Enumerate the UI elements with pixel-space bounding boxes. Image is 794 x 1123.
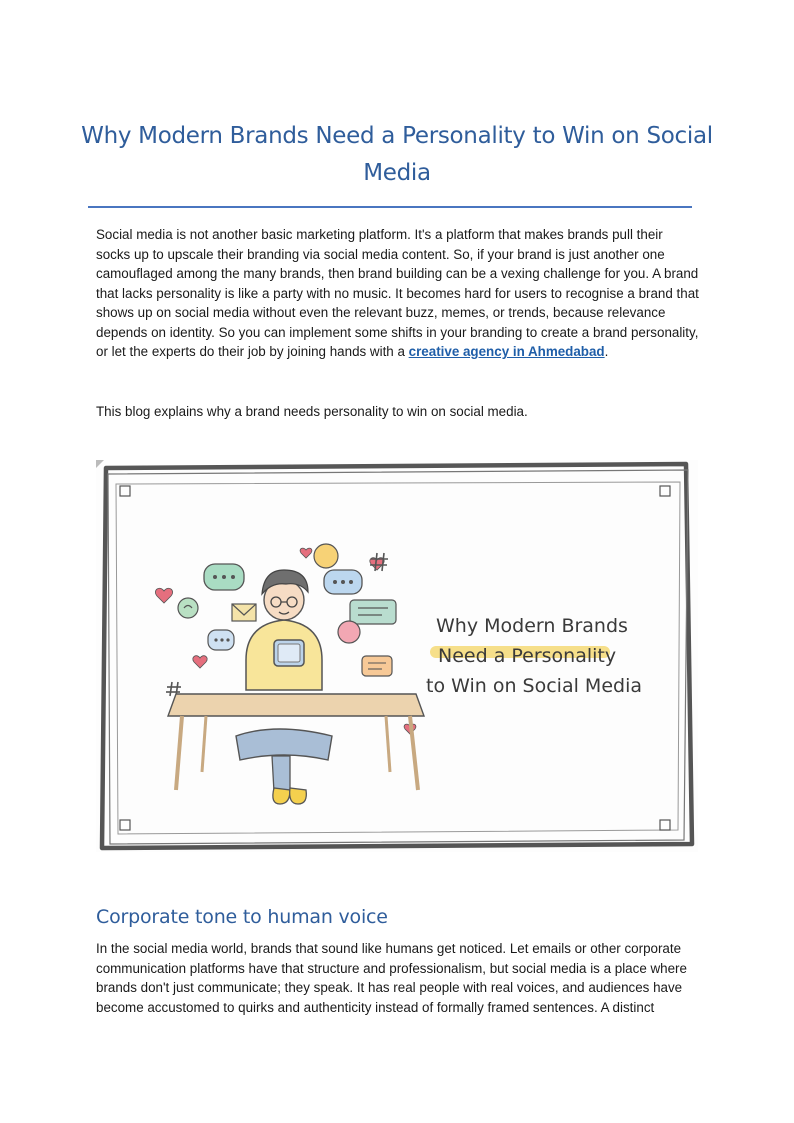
blog-summary-line: This blog explains why a brand needs personality to win on social media. [96,404,528,419]
intro-paragraph [96,225,700,362]
intro-end: . [604,344,609,359]
chat-bubble-icon [204,564,244,590]
creative-agency-link[interactable]: creative agency in Ahmedabad [408,344,605,359]
hero-text-line-3: to Win on Social Media [426,675,642,697]
chat-bubble-icon [208,630,234,650]
hero-illustration [96,460,698,852]
title-divider [88,206,692,208]
envelope-icon [232,604,256,621]
section-heading: Corporate tone to human voice [96,906,388,928]
chat-bubble-icon [324,570,362,594]
hero-illustration-svg [96,460,698,852]
intro-text: Social media is not another basic marketing platform. It's a platform that makes brands pull their socks up to upscale their branding via social media content. So, if your brand is just another one camouflaged among the many brands, then brand building can be a vexing challenge for you. A brand that lacks personality is like a party with no music. It becomes hard for users to recognise a brand that shows up on social media without even the relevant buzz, memes, or trends, because relevance depends on identity. So you can implement some shifts in your branding to create a brand personality, or let the experts do their job by joining hands with a [96,227,699,359]
message-card-icon [362,656,392,676]
hero-text-line-2: Need a Personality [438,645,617,667]
message-card-icon [350,600,396,624]
hero-text-line-1: Why Modern Brands [436,615,628,637]
page-title: Why Modern Brands Need a Personality to Win on Social Media [81,123,713,186]
section-paragraph: In the social media world, brands that sound like humans get noticed. Let emails or other corporate communication platforms have that structure and professionalism, but social media is a place where brands don't just communicate; they speak. It has real people with real voices, and audiences have become accustomed to quirks and authenticity instead of formally framed sentences. A distinct [96,941,687,1015]
